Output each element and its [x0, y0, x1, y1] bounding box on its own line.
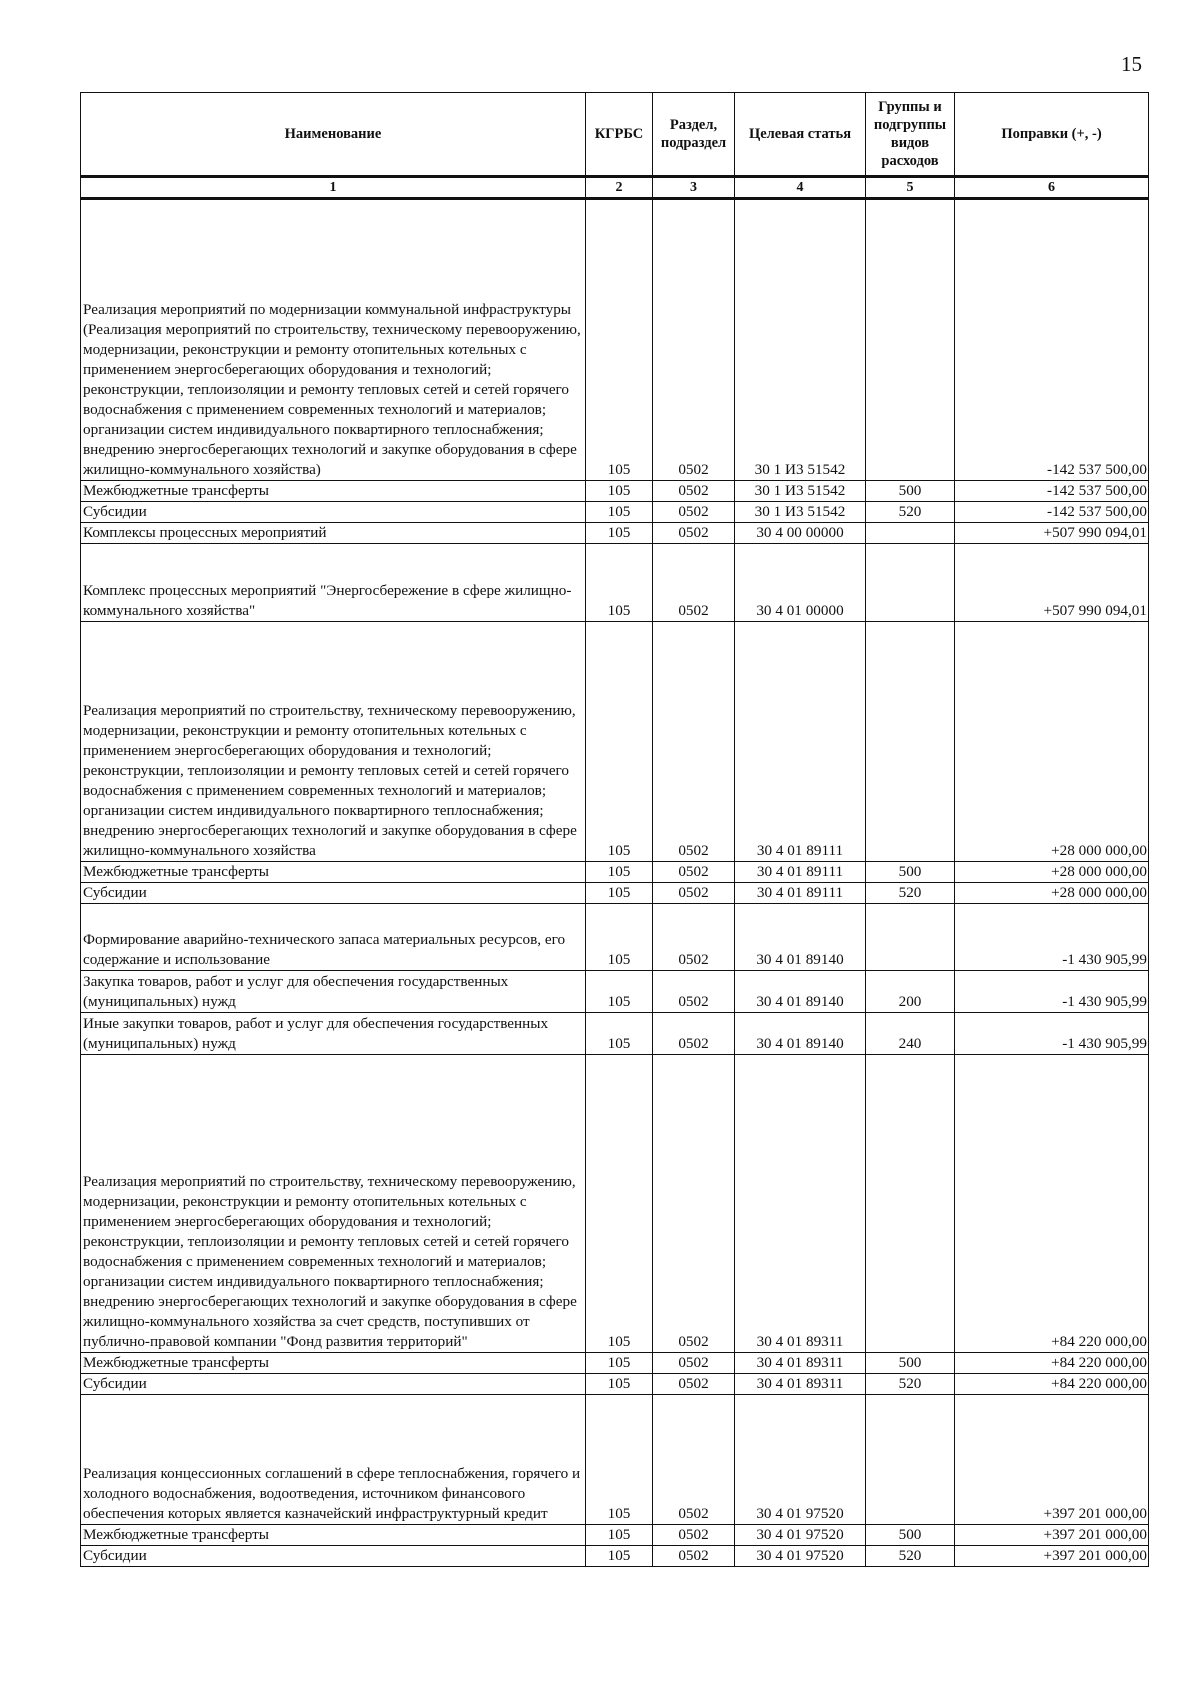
row-section: 0502	[653, 502, 735, 523]
table-row	[81, 622, 1149, 862]
row-kgrbs: 105	[586, 544, 653, 622]
row-amendment-amount: -142 537 500,00	[955, 199, 1149, 481]
table-row	[81, 199, 1149, 481]
row-kgrbs: 105	[586, 1055, 653, 1353]
row-name: Формирование аварийно-технического запаса материальных ресурсов, его содержание и использование	[81, 904, 586, 971]
column-number: 4	[735, 177, 866, 199]
row-expense-group	[866, 544, 955, 622]
row-section: 0502	[653, 862, 735, 883]
row-name: Комплекс процессных мероприятий "Энергосбережение в сфере жилищно-коммунального хозяйства"	[81, 544, 586, 622]
table-row	[81, 1055, 1149, 1353]
row-expense-group	[866, 622, 955, 862]
row-amendment-amount: +84 220 000,00	[955, 1374, 1149, 1395]
row-target-article: 30 4 01 97520	[735, 1525, 866, 1546]
row-expense-group: 520	[866, 502, 955, 523]
row-expense-group	[866, 1055, 955, 1353]
row-target-article: 30 4 01 89111	[735, 862, 866, 883]
row-section: 0502	[653, 1353, 735, 1374]
header-row	[81, 93, 1149, 177]
row-name: Межбюджетные трансферты	[81, 1353, 586, 1374]
row-kgrbs: 105	[586, 523, 653, 544]
table-row	[81, 481, 1149, 502]
row-target-article: 30 1 И3 51542	[735, 502, 866, 523]
row-expense-group: 200	[866, 971, 955, 1013]
column-number: 6	[955, 177, 1149, 199]
column-number: 3	[653, 177, 735, 199]
row-amendment-amount: +397 201 000,00	[955, 1546, 1149, 1567]
row-name: Субсидии	[81, 502, 586, 523]
table-row	[81, 1395, 1149, 1525]
row-amendment-amount: -1 430 905,99	[955, 904, 1149, 971]
row-name: Закупка товаров, работ и услуг для обеспечения государственных (муниципальных) нужд	[81, 971, 586, 1013]
row-amendment-amount: -1 430 905,99	[955, 1013, 1149, 1055]
row-expense-group: 520	[866, 1374, 955, 1395]
row-expense-group: 520	[866, 883, 955, 904]
row-kgrbs: 105	[586, 1353, 653, 1374]
row-target-article: 30 1 И3 51542	[735, 481, 866, 502]
page-number: 15	[1121, 52, 1142, 76]
row-amendment-amount: +28 000 000,00	[955, 622, 1149, 862]
row-section: 0502	[653, 1546, 735, 1567]
row-kgrbs: 105	[586, 1525, 653, 1546]
row-kgrbs: 105	[586, 622, 653, 862]
header-kgrbs: КГРБС	[586, 93, 653, 177]
row-section: 0502	[653, 1055, 735, 1353]
row-amendment-amount: -1 430 905,99	[955, 971, 1149, 1013]
table-row	[81, 971, 1149, 1013]
row-target-article: 30 4 01 97520	[735, 1546, 866, 1567]
column-number: 1	[81, 177, 586, 199]
row-name: Иные закупки товаров, работ и услуг для обеспечения государственных (муниципальных) нужд	[81, 1013, 586, 1055]
row-name: Реализация мероприятий по строительству, техническому перевооружению, модернизации, реконструкции и ремонту отопительных котельных с применением энергосберегающих оборудования и технологий; реконструкции, теплоизоляции и ремонту тепловых сетей и сетей горячего водоснабжения с применением современных технологий и материалов; организации систем индивидуального поквартирного теплоснабжения; внедрению энергосберегающих технологий и закупке оборудования в сфере жилищно-коммунального хозяйства за счет средств, поступивших от публично-правовой компании "Фонд развития территорий"	[81, 1055, 586, 1353]
row-target-article: 30 4 01 00000	[735, 544, 866, 622]
row-section: 0502	[653, 1013, 735, 1055]
table-row	[81, 523, 1149, 544]
row-target-article: 30 4 01 97520	[735, 1395, 866, 1525]
row-kgrbs: 105	[586, 502, 653, 523]
row-kgrbs: 105	[586, 1395, 653, 1525]
table-row	[81, 883, 1149, 904]
row-amendment-amount: +84 220 000,00	[955, 1055, 1149, 1353]
row-expense-group: 520	[866, 1546, 955, 1567]
header-target: Целевая статья	[735, 93, 866, 177]
row-section: 0502	[653, 481, 735, 502]
row-expense-group	[866, 523, 955, 544]
row-target-article: 30 4 01 89111	[735, 622, 866, 862]
row-name: Межбюджетные трансферты	[81, 1525, 586, 1546]
row-name: Реализация мероприятий по строительству, техническому перевооружению, модернизации, реконструкции и ремонту отопительных котельных с применением энергосберегающих оборудования и технологий; реконструкции, теплоизоляции и ремонту тепловых сетей и сетей горячего водоснабжения с применением современных технологий и материалов; организации систем индивидуального поквартирного теплоснабжения; внедрению энергосберегающих технологий и закупке оборудования в сфере жилищно-коммунального хозяйства	[81, 622, 586, 862]
row-amendment-amount: +28 000 000,00	[955, 883, 1149, 904]
row-kgrbs: 105	[586, 1374, 653, 1395]
row-kgrbs: 105	[586, 904, 653, 971]
row-target-article: 30 1 И3 51542	[735, 199, 866, 481]
row-target-article: 30 4 01 89140	[735, 971, 866, 1013]
row-name: Реализация мероприятий по модернизации коммунальной инфраструктуры (Реализация мероприятий по строительству, техническому перевооружению, модернизации, реконструкции и ремонту отопительных котельных с применением энергосберегающих оборудования и технологий; реконструкции, теплоизоляции и ремонту тепловых сетей и сетей горячего водоснабжения с применением современных технологий и материалов; организации систем индивидуального поквартирного теплоснабжения; внедрению энергосберегающих технологий и закупке оборудования в сфере жилищно-коммунального хозяйства)	[81, 199, 586, 481]
header-name: Наименование	[81, 93, 586, 177]
row-amendment-amount: +397 201 000,00	[955, 1395, 1149, 1525]
row-section: 0502	[653, 904, 735, 971]
row-kgrbs: 105	[586, 481, 653, 502]
column-number: 2	[586, 177, 653, 199]
header-amendments: Поправки (+, -)	[955, 93, 1149, 177]
row-kgrbs: 105	[586, 971, 653, 1013]
table-row	[81, 1013, 1149, 1055]
table-row	[81, 502, 1149, 523]
table-row	[81, 904, 1149, 971]
row-kgrbs: 105	[586, 1546, 653, 1567]
row-expense-group: 500	[866, 481, 955, 502]
table-row	[81, 1374, 1149, 1395]
row-section: 0502	[653, 622, 735, 862]
row-amendment-amount: +507 990 094,01	[955, 544, 1149, 622]
row-expense-group: 500	[866, 862, 955, 883]
table-row	[81, 862, 1149, 883]
row-section: 0502	[653, 1525, 735, 1546]
row-target-article: 30 4 01 89140	[735, 904, 866, 971]
column-numbering-row	[81, 177, 1149, 199]
row-target-article: 30 4 01 89111	[735, 883, 866, 904]
row-section: 0502	[653, 544, 735, 622]
row-section: 0502	[653, 1374, 735, 1395]
row-expense-group: 240	[866, 1013, 955, 1055]
row-kgrbs: 105	[586, 862, 653, 883]
row-name: Комплексы процессных мероприятий	[81, 523, 586, 544]
table-row	[81, 1546, 1149, 1567]
row-target-article: 30 4 01 89140	[735, 1013, 866, 1055]
row-amendment-amount: +507 990 094,01	[955, 523, 1149, 544]
row-section: 0502	[653, 523, 735, 544]
row-amendment-amount: -142 537 500,00	[955, 481, 1149, 502]
row-amendment-amount: +397 201 000,00	[955, 1525, 1149, 1546]
row-kgrbs: 105	[586, 199, 653, 481]
row-expense-group	[866, 199, 955, 481]
row-section: 0502	[653, 971, 735, 1013]
table-row	[81, 544, 1149, 622]
row-kgrbs: 105	[586, 1013, 653, 1055]
row-expense-group	[866, 904, 955, 971]
row-name: Межбюджетные трансферты	[81, 862, 586, 883]
row-name: Субсидии	[81, 1374, 586, 1395]
row-name: Субсидии	[81, 1546, 586, 1567]
row-expense-group: 500	[866, 1353, 955, 1374]
budget-amendments-table	[80, 92, 1149, 1567]
table-row	[81, 1525, 1149, 1546]
row-amendment-amount: -142 537 500,00	[955, 502, 1149, 523]
row-amendment-amount: +84 220 000,00	[955, 1353, 1149, 1374]
header-section: Раздел, подраздел	[653, 93, 735, 177]
row-section: 0502	[653, 1395, 735, 1525]
row-section: 0502	[653, 199, 735, 481]
row-target-article: 30 4 00 00000	[735, 523, 866, 544]
row-name: Межбюджетные трансферты	[81, 481, 586, 502]
table-row	[81, 1353, 1149, 1374]
column-number: 5	[866, 177, 955, 199]
row-target-article: 30 4 01 89311	[735, 1353, 866, 1374]
row-name: Субсидии	[81, 883, 586, 904]
row-kgrbs: 105	[586, 883, 653, 904]
row-expense-group	[866, 1395, 955, 1525]
row-amendment-amount: +28 000 000,00	[955, 862, 1149, 883]
header-groups: Группы и подгруппы видов расходов	[866, 93, 955, 177]
row-expense-group: 500	[866, 1525, 955, 1546]
row-target-article: 30 4 01 89311	[735, 1055, 866, 1353]
row-name: Реализация концессионных соглашений в сфере теплоснабжения, горячего и холодного водоснабжения, водоотведения, источником финансового обеспечения которых является казначейский инфраструктурный кредит	[81, 1395, 586, 1525]
row-section: 0502	[653, 883, 735, 904]
row-target-article: 30 4 01 89311	[735, 1374, 866, 1395]
